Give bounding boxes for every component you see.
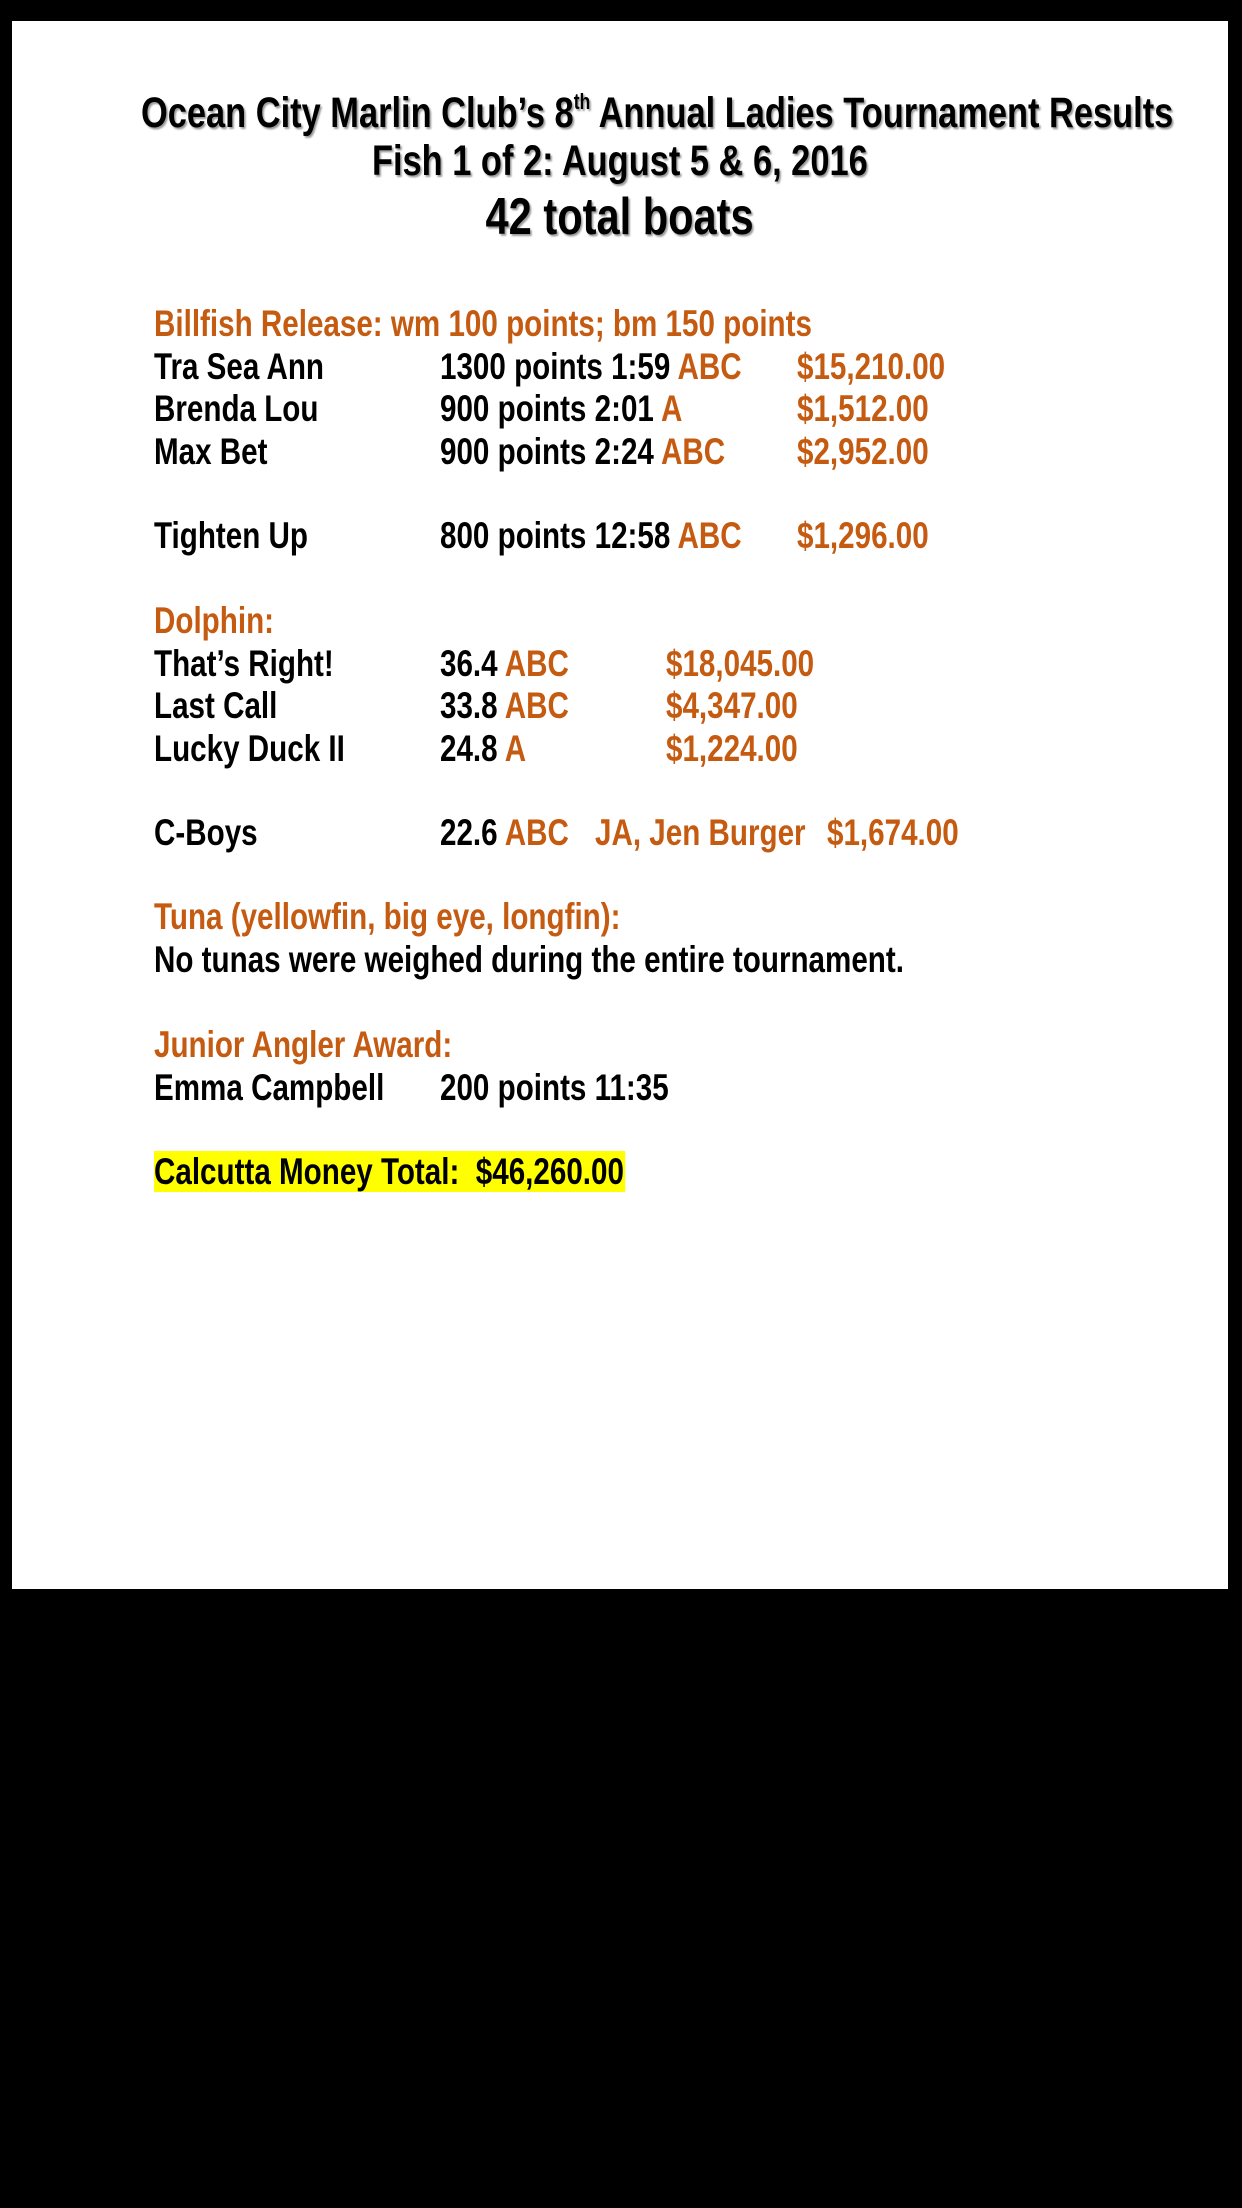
- prize-amount: $15,210.00: [797, 346, 946, 387]
- billfish-header: Billfish Release: wm 100 points; bm 150 points: [154, 303, 812, 344]
- calcutta-code: ABC: [504, 812, 569, 853]
- total-boats: 42 total boats: [485, 188, 755, 246]
- title-text-main: Ocean City Marlin Club’s 8: [141, 89, 574, 137]
- billfish-result: 1300 points 1:59 ABC: [440, 346, 742, 387]
- title-line-3: [12, 187, 1228, 247]
- prize-amount: $18,045.00: [666, 643, 815, 684]
- calcutta-code: ABC: [504, 685, 569, 726]
- dolphin-weight: 24.8 A: [440, 728, 527, 769]
- calcutta-code: ABC: [677, 515, 742, 556]
- calcutta-code: A: [661, 388, 683, 429]
- tuna-header: Tuna (yellowfin, big eye, longfin):: [154, 896, 621, 937]
- title-ordinal-suffix: th: [573, 89, 591, 114]
- calcutta-code: ABC: [677, 346, 742, 387]
- tuna-note: No tunas were weighed during the entire tournament.: [154, 939, 904, 980]
- boat-name: C-Boys: [154, 812, 258, 853]
- billfish-result: 900 points 2:24 ABC: [440, 431, 726, 472]
- title-dates: Fish 1 of 2: August 5 & 6, 2016: [372, 137, 868, 185]
- calcutta-code: A: [504, 728, 527, 769]
- billfish-result: 800 points 12:58 ABC: [440, 515, 742, 556]
- boat-name: Brenda Lou: [154, 388, 319, 429]
- dolphin-weight: 22.6 ABC: [440, 812, 569, 853]
- boat-name: That’s Right!: [154, 643, 334, 684]
- title-line-1: [12, 89, 1228, 138]
- boat-name: Last Call: [154, 685, 278, 726]
- boat-name: Max Bet: [154, 431, 268, 472]
- dolphin-weight: 36.4 ABC: [440, 643, 569, 684]
- billfish-result: 900 points 2:01 A: [440, 388, 683, 429]
- prize-amount: $1,674.00: [827, 812, 959, 853]
- dolphin-weight: 33.8 ABC: [440, 685, 569, 726]
- junior-result: 200 points 11:35: [440, 1067, 669, 1108]
- calcutta-code: ABC: [661, 431, 726, 472]
- dolphin-header: Dolphin:: [154, 600, 275, 641]
- junior-angler-name: JA, Jen Burger: [595, 812, 806, 853]
- title-line-2: [12, 137, 1228, 186]
- boat-name: Lucky Duck II: [154, 728, 345, 769]
- prize-amount: $1,296.00: [797, 515, 929, 556]
- results-page: [12, 21, 1228, 1589]
- prize-amount: $4,347.00: [666, 685, 798, 726]
- boat-name: Tighten Up: [154, 515, 309, 556]
- calcutta-code: ABC: [504, 643, 569, 684]
- boat-name: Tra Sea Ann: [154, 346, 324, 387]
- junior-angler-name: Emma Campbell: [154, 1067, 385, 1108]
- title-text-rest: Annual Ladies Tournament Results: [590, 89, 1174, 137]
- junior-header: Junior Angler Award:: [154, 1024, 453, 1065]
- prize-amount: $2,952.00: [797, 431, 929, 472]
- prize-amount: $1,224.00: [666, 728, 798, 769]
- prize-amount: $1,512.00: [797, 388, 929, 429]
- calcutta-total: Calcutta Money Total: $46,260.00: [154, 1151, 624, 1192]
